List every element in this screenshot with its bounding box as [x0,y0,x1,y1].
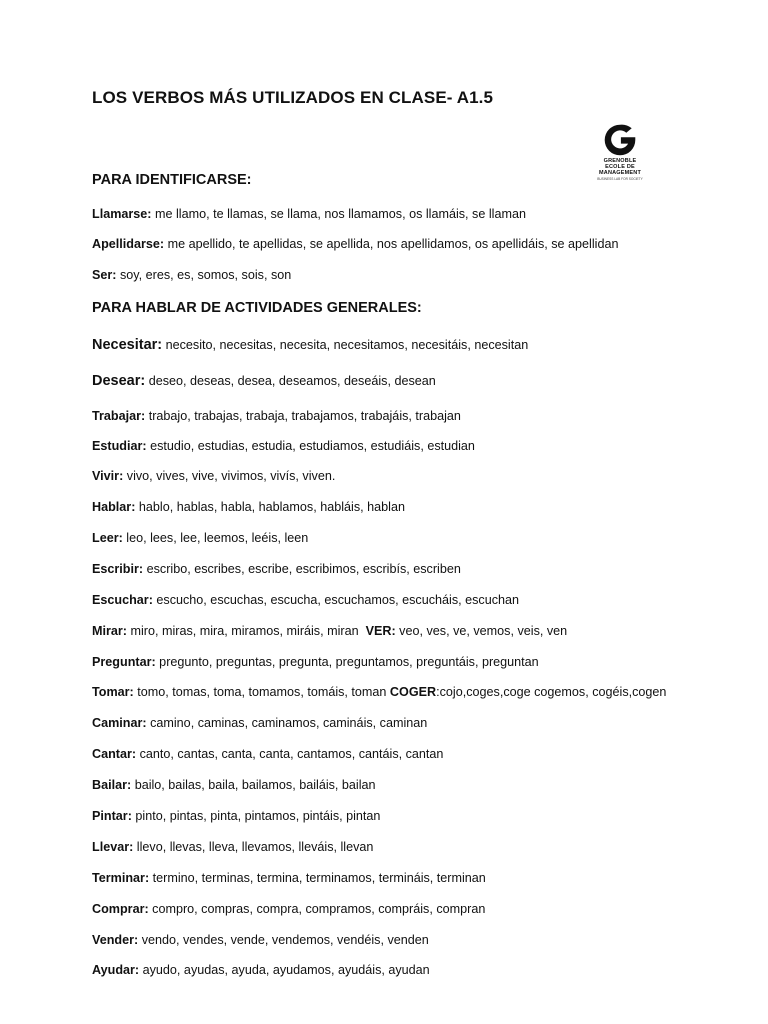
section-heading-identificarse: PARA IDENTIFICARSE: [92,172,252,188]
verb-forms: bailo, bailas, baila, bailamos, bailáis, bailan [131,778,376,792]
verb-forms: compro, compras, compra, compramos, compráis, compran [148,902,486,916]
verb-row-desear [92,373,436,389]
verb-name: Necesitar: [92,337,163,353]
verb-row-apellidarse [92,236,618,252]
verb-row-necesitar [92,337,528,353]
verb-forms: canto, cantas, canta, canta, cantamos, cantáis, cantan [136,747,444,761]
verb-name: VER: [365,624,396,638]
verb-row-comprar [92,901,485,917]
logo-line: MANAGEMENT [598,170,642,176]
verb-row-terminar [92,870,486,886]
verb-row-pintar [92,808,380,824]
verb-name: Escuchar: [92,593,153,607]
verb-forms: escribo, escribes, escribe, escribimos, escribís, escriben [143,562,461,576]
verb-row-mirar-ver [92,623,567,639]
verb-forms: estudio, estudias, estudia, estudiamos, estudiáis, estudian [146,439,475,453]
verb-forms: pinto, pintas, pinta, pintamos, pintáis, pintan [131,809,381,823]
verb-forms: llevo, llevas, lleva, llevamos, lleváis, llevan [133,840,374,854]
verb-name: Vivir: [92,469,124,483]
verb-name: Desear: [92,373,146,389]
verb-forms: :cojo,coges,coge cogemos, cogéis,cogen [436,685,667,699]
verb-name: Ayudar: [92,963,140,977]
verb-forms: leo, lees, lee, leemos, leéis, leen [122,531,309,545]
verb-row-bailar [92,777,376,793]
verb-forms: ayudo, ayudas, ayuda, ayudamos, ayudáis, ayudan [139,963,430,977]
verb-name: Ser: [92,268,117,282]
verb-name: COGER [389,685,437,699]
verb-forms: necesito, necesitas, necesita, necesitamos, necesitáis, necesitan [162,338,529,352]
verb-forms: vivo, vives, vive, vivimos, vivís, viven. [123,469,336,483]
verb-forms: tomo, tomas, toma, tomamos, tomáis, toman [133,685,390,699]
verb-name: Apellidarse: [92,237,165,251]
verb-row-llevar [92,839,373,855]
verb-forms: camino, caminas, caminamos, camináis, caminan [146,716,428,730]
verb-forms: soy, eres, es, somos, sois, son [116,268,292,282]
verb-row-estudiar [92,438,475,454]
page-title: LOS VERBOS MÁS UTILIZADOS EN CLASE- A1.5 [92,88,494,107]
verb-row-leer [92,530,308,546]
verb-row-ser [92,267,291,283]
verb-forms: miro, miras, mira, miramos, miráis, miran [127,624,366,638]
verb-forms: veo, ves, ve, vemos, veis, ven [395,624,568,638]
logo-g-icon [602,122,638,158]
verb-row-trabajar [92,408,461,424]
verb-row-tomar-coger [92,684,666,700]
verb-name: Estudiar: [92,439,147,453]
verb-forms: vendo, vendes, vende, vendemos, vendéis, venden [138,933,429,947]
verb-forms: escucho, escuchas, escucha, escuchamos, escucháis, escuchan [152,593,520,607]
verb-name: Pintar: [92,809,132,823]
verb-name: Caminar: [92,716,147,730]
verb-name: Comprar: [92,902,149,916]
verb-row-hablar [92,499,405,515]
school-logo [590,122,650,188]
verb-row-vender [92,932,429,948]
logo-line: GRENOBLE [603,158,637,164]
verb-forms: me apellido, te apellidas, se apellida, nos apellidamos, os apellidáis, se apellidan [164,237,619,251]
verb-name: Llamarse: [92,207,152,221]
verb-forms: trabajo, trabajas, trabaja, trabajamos, trabajáis, trabajan [145,409,461,423]
verb-row-caminar [92,715,427,731]
logo-line: ECOLE DE [605,164,635,170]
verb-forms: hablo, hablas, habla, hablamos, habláis, hablan [135,500,405,514]
verb-row-cantar [92,746,443,762]
verb-row-vivir [92,468,335,484]
verb-name: Hablar: [92,500,136,514]
verb-name: Escribir: [92,562,144,576]
verb-name: Terminar: [92,871,150,885]
verb-name: Cantar: [92,747,137,761]
verb-forms: deseo, deseas, desea, deseamos, deseáis, desean [145,374,436,388]
verb-row-ayudar [92,962,430,978]
verb-name: Tomar: [92,685,134,699]
logo-tagline: BUSINESS LAB FOR SOCIETY [597,177,643,181]
verb-name: Bailar: [92,778,132,792]
verb-name: Trabajar: [92,409,146,423]
verb-forms: me llamo, te llamas, se llama, nos llamamos, os llamáis, se llaman [151,207,526,221]
verb-row-escribir [92,561,461,577]
verb-forms: pregunto, preguntas, pregunta, preguntamos, preguntáis, preguntan [155,655,539,669]
verb-row-preguntar [92,654,539,670]
verb-row-escuchar [92,592,519,608]
verb-row-llamarse [92,206,526,222]
verb-name: Vender: [92,933,139,947]
section-heading-actividades: PARA HABLAR DE ACTIVIDADES GENERALES: [92,300,422,316]
verb-name: Leer: [92,531,123,545]
verb-name: Mirar: [92,624,127,638]
verb-name: Llevar: [92,840,134,854]
verb-forms: termino, terminas, termina, terminamos, termináis, terminan [149,871,486,885]
verb-name: Preguntar: [92,655,156,669]
